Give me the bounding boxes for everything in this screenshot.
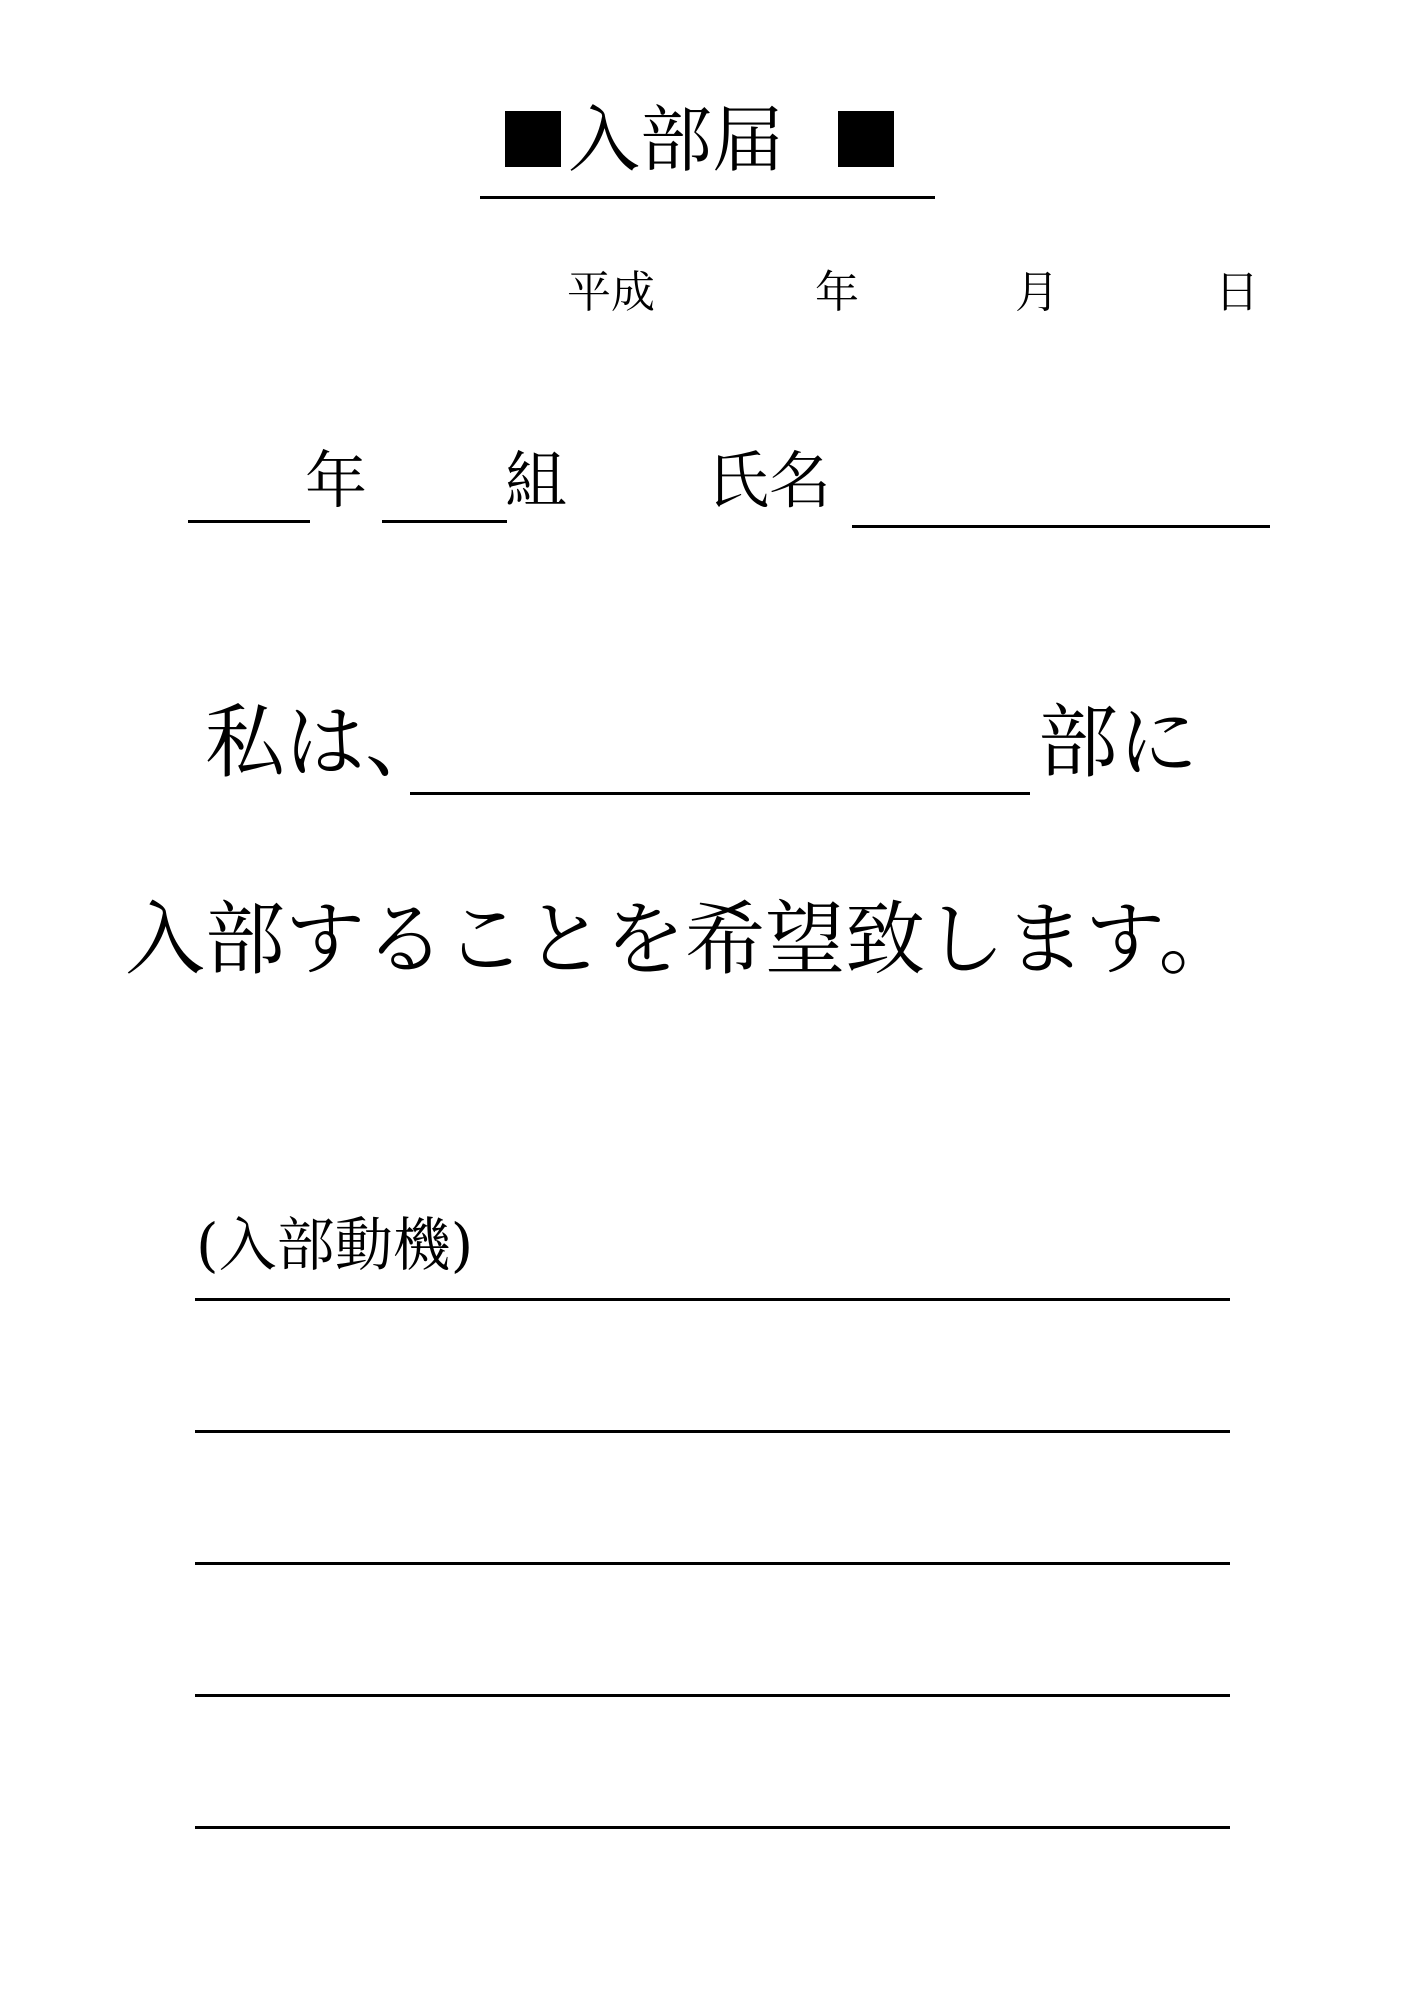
title-underline — [480, 196, 935, 199]
grade-label: 年 — [305, 444, 368, 517]
form-title — [480, 95, 930, 205]
statement-line2: 入部することを希望致します。 — [125, 893, 1239, 986]
date-month-label: 月 — [1015, 267, 1059, 318]
date-day-label: 日 — [1215, 267, 1259, 318]
date-era-label: 平成 — [567, 267, 655, 318]
statement-prefix: 私は、 — [205, 696, 445, 789]
name-label: 氏名 — [707, 444, 832, 517]
motive-label: (入部動機) — [196, 1211, 474, 1279]
name-blank[interactable] — [852, 525, 1270, 528]
class-blank[interactable] — [382, 520, 507, 523]
motive-line-1[interactable] — [195, 1298, 1230, 1301]
motive-line-4[interactable] — [195, 1694, 1230, 1697]
title-text: 入部届 — [568, 98, 785, 182]
motive-line-2[interactable] — [195, 1430, 1230, 1433]
statement-suffix: 部に — [1038, 696, 1198, 789]
motive-line-5[interactable] — [195, 1826, 1230, 1829]
grade-blank[interactable] — [188, 520, 310, 523]
date-year-label: 年 — [815, 267, 859, 318]
title-square-left-icon — [505, 111, 561, 167]
motive-line-3[interactable] — [195, 1562, 1230, 1565]
class-label: 組 — [505, 444, 568, 517]
title-square-right-icon — [838, 111, 894, 167]
club-name-blank[interactable] — [410, 792, 1030, 795]
